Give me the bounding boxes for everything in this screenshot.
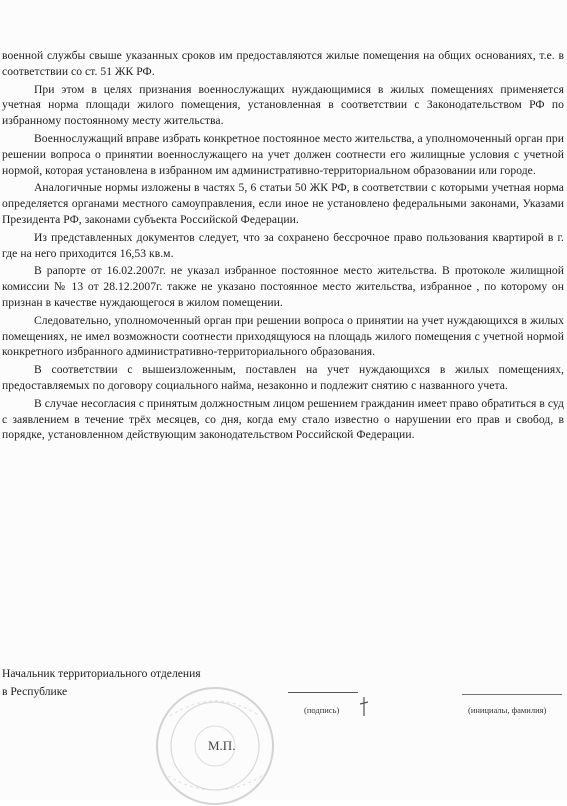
- signature-block: [2, 666, 564, 796]
- paragraph-5: Из представленных документов следует, что за сохранено бессрочное право пользования квартирой в г. где на него приходится 16,53 кв.м.: [2, 230, 564, 260]
- paragraph-6: В рапорте от 16.02.2007г. не указал избранное постоянное место жительства. В протоколе жилищной комиссии № 13 от 28.12.2007г. также не указано постоянное место жительства, избранное , по которому он признан в качестве нуждающегося в жилом помещении.: [2, 264, 564, 309]
- signatory-title: Начальник территориального отделения: [2, 667, 201, 680]
- stamp-place-label: М.П.: [208, 738, 236, 753]
- signature-mark-icon: [358, 696, 370, 718]
- signature-caption: (подпись): [304, 705, 340, 715]
- paragraph-1: военной службы свыше указанных сроков им предоставляются жилые помещения на общих основаниях, т.е. в соответствии со ст. 51 ЖК РФ.: [2, 49, 564, 78]
- paragraph-3: Военнослужащий вправе избрать конкретное постоянное место жительства, а уполномоченный орган при решении вопроса о принятии военнослужащего на учет должен соотнести его жилищные условия с учетной нормой, которая установлена в избранном им административно-территориальном образовании или городе.: [2, 131, 564, 177]
- paragraph-7: Следовательно, уполномоченный орган при решении вопроса о принятии на учет нуждающихся в жилых помещениях, не имел возможности соотнести приходящуюся на площадь жилого помещения с учетной нормой конкретного избранного административно-территориального образования.: [2, 313, 564, 359]
- paragraph-2: При этом в целях признания военнослужащих нуждающимися в жилых помещениях применяется учетная норма площади жилого помещения, установленная в соответствии с Законодательством РФ по избранному постоянному месту жительства.: [2, 82, 564, 128]
- paragraph-9: В случае несогласия с принятым должностным лицом решением гражданин имеет право обратиться в суд с заявлением в течение трёх месяцев, со дня, когда ему стало известно о нарушении его прав и свобод, в порядке, установленном действующим законодательством Российской Федерации.: [2, 396, 564, 442]
- paragraph-4: Аналогичные нормы изложены в частях 5, 6 статьи 50 ЖК РФ, в соответствии с которыми учетная норма определяется органами местного самоуправления, если иное не установлено федеральными законами, Указами Президента РФ, законами субъекта Российской Федерации.: [2, 181, 564, 226]
- document-body: [2, 48, 564, 443]
- name-line: [462, 694, 562, 695]
- name-caption: (инициалы, фамилия): [468, 705, 547, 715]
- signatory-region: в Республике: [2, 685, 68, 698]
- signature-line: [288, 692, 358, 693]
- paragraph-8: В соответствии с вышеизложенным, поставлен на учет нуждающихся в жилых помещениях, предоставляемых по договору социального найма, незаконно и подлежит снятию с названного учета.: [2, 363, 564, 392]
